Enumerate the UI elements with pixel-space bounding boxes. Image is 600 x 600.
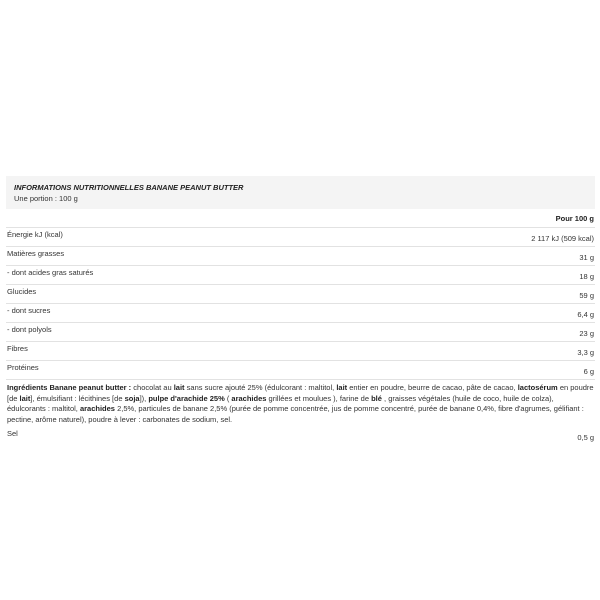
ingredient-segment: ], émulsifiant : lécithines [de [30,393,125,403]
nutrition-row-energy [6,228,595,247]
nutrient-value: 3,3 g [577,348,594,357]
nutrient-label: Glucides [7,287,37,296]
nutrition-panel [6,176,595,445]
nutrient-value: 18 g [579,272,594,281]
ingredient-highlight: pulpe d'arachide 25% [148,393,225,403]
nutrition-row-carbohydrates [6,285,595,304]
nutrient-label: Énergie kJ (kcal) [7,230,63,239]
ingredient-highlight: arachides [79,404,115,413]
ingredient-segment: ( [224,393,232,403]
nutrient-value: 2 117 kJ (509 kcal) [531,234,594,243]
nutrition-row-sugars [6,304,595,323]
nutrition-row-fibre [6,342,595,361]
nutrient-value: 6,4 g [577,310,594,319]
nutrition-row-polyols [6,323,595,342]
ingredient-segment: grillées et moulues ), farine de [266,393,372,403]
per-100g-label: Pour 100 g [555,214,594,223]
nutrition-row-protein [6,361,595,380]
nutrient-label: - dont acides gras saturés [7,268,94,277]
ingredient-highlight: lait [173,383,185,392]
nutrition-header [6,176,595,209]
ingredient-segment: en poudre [de [7,383,594,403]
nutrient-label: Fibres [7,344,28,353]
portion-size: Une portion : 100 g [14,194,78,203]
ingredient-highlight: soja [124,393,140,403]
nutrition-row-saturated-fat [6,266,595,285]
ingredient-highlight: Ingrédients Banane peanut butter : [7,383,132,392]
ingredient-segment: , graisses végétales (huile de coco, huile de colza), édulcorants : maltitol, [7,393,554,413]
nutrient-label: Matières grasses [7,249,65,258]
nutrient-value: 23 g [579,329,594,338]
nutrition-row-salt [6,427,595,445]
ingredient-segment: entier en poudre, beurre de cacao, pâte de cacao, [347,383,518,392]
ingredients-text [6,380,595,425]
ingredient-highlight: blé [371,393,382,403]
nutrient-value: 6 g [583,367,594,376]
ingredient-highlight: arachides [231,393,267,403]
ingredient-segment: chocolat au [131,383,174,392]
nutrient-label: Sel [7,429,18,438]
column-header [6,209,595,228]
ingredient-segment: sans sucre ajouté 25% (édulcorant : maltitol, [184,383,337,392]
nutrition-title: INFORMATIONS NUTRITIONNELLES BANANE PEANUT BUTTER [14,183,244,192]
nutrient-value: 59 g [579,291,594,300]
nutrition-row-fat [6,247,595,266]
nutrient-value: 0,5 g [577,433,594,442]
ingredient-segment: ]), [139,393,149,403]
ingredient-highlight: lait [19,393,31,403]
ingredient-highlight: lait [336,383,348,392]
nutrient-label: Protéines [7,363,39,372]
nutrient-value: 31 g [579,253,594,262]
ingredient-highlight: lactosérum [517,383,558,392]
nutrient-label: - dont polyols [7,325,52,334]
ingredient-segment: 2,5%, particules de banane 2,5% (purée de pomme concentrée, jus de pomme concentré, purée de banane 0,4%, fibre d'agrumes, gélifiant : pectine, arôme naturel), poudre à lever : carbonates de sodium, sel. [7,404,584,424]
nutrient-label: - dont sucres [7,306,51,315]
